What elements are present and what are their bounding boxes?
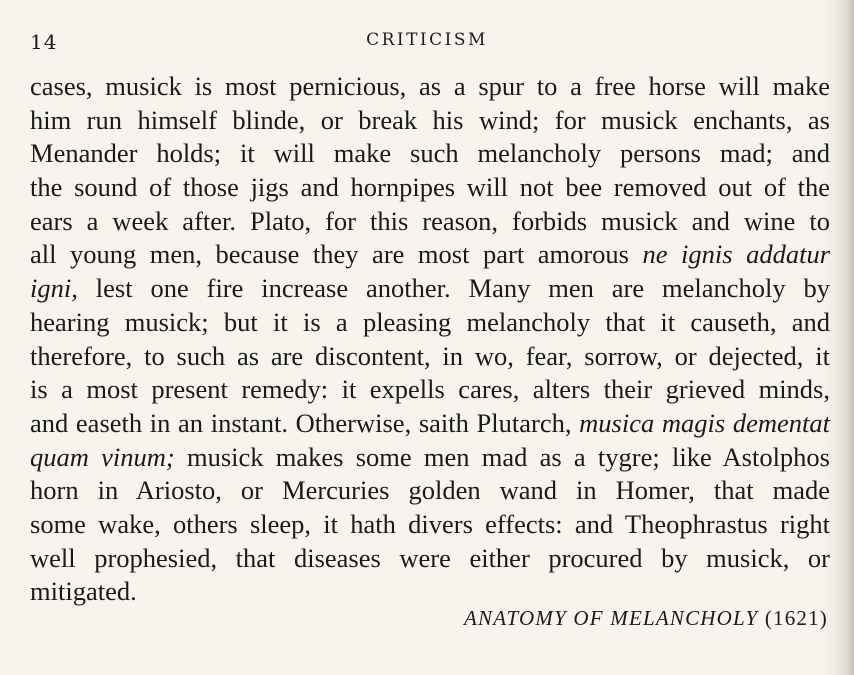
page-number: 14 xyxy=(30,30,58,54)
source-attribution xyxy=(464,606,828,631)
text-line: well prophesied, that diseases were either procured by musick, or xyxy=(30,542,830,573)
text-run: and easeth in an instant. Otherwise, saith Plutarch, xyxy=(30,407,572,438)
text-line: Menander holds; it will make such melancholy persons mad; and xyxy=(30,138,830,169)
source-title: ANATOMY OF MELANCHOLY xyxy=(464,606,759,630)
text-line: some wake, others sleep, it hath divers effects: and Theophrastus right xyxy=(30,508,830,539)
text-line: hearing musick; but it is a pleasing melancholy that it causeth, and xyxy=(30,306,830,337)
latin-phrase: musica magis dementat xyxy=(579,407,830,438)
latin-phrase: quam vinum; xyxy=(30,441,175,472)
text-run: musick makes some men mad as a tygre; like Astolphos xyxy=(186,441,830,472)
quotation-text xyxy=(30,70,830,609)
text-line: cases, musick is most pernicious, as a spur to a free horse will make xyxy=(30,71,830,101)
text-line xyxy=(30,441,830,475)
source-year: (1621) xyxy=(764,606,828,630)
text-line xyxy=(30,407,830,441)
text-line: horn in Ariosto, or Mercuries golden wand in Homer, that made xyxy=(30,475,830,506)
text-line: is a most present remedy: it expells cares, alters their grieved minds, xyxy=(30,374,830,405)
text-run: lest one fire increase another. Many men are melancholy by xyxy=(95,273,831,304)
text-line: therefore, to such as are discontent, in wo, fear, sorrow, or dejected, it xyxy=(30,340,830,371)
text-line: ears a week after. Plato, for this reason, forbids musick and wine to xyxy=(30,205,830,236)
latin-phrase: igni, xyxy=(30,273,78,304)
text-line: mitigated. xyxy=(30,576,137,607)
text-run: all young men, because they are most part amorous xyxy=(30,239,629,270)
text-line: him run himself blinde, or break his wind; for musick enchants, as xyxy=(30,104,830,135)
latin-phrase: ne ignis addatur xyxy=(642,239,831,270)
running-head: CRITICISM xyxy=(366,30,488,50)
text-line xyxy=(30,272,830,306)
text-line xyxy=(30,238,830,272)
page-edge-shadow xyxy=(836,0,854,675)
text-line: the sound of those jigs and hornpipes will not bee removed out of the xyxy=(30,172,830,203)
